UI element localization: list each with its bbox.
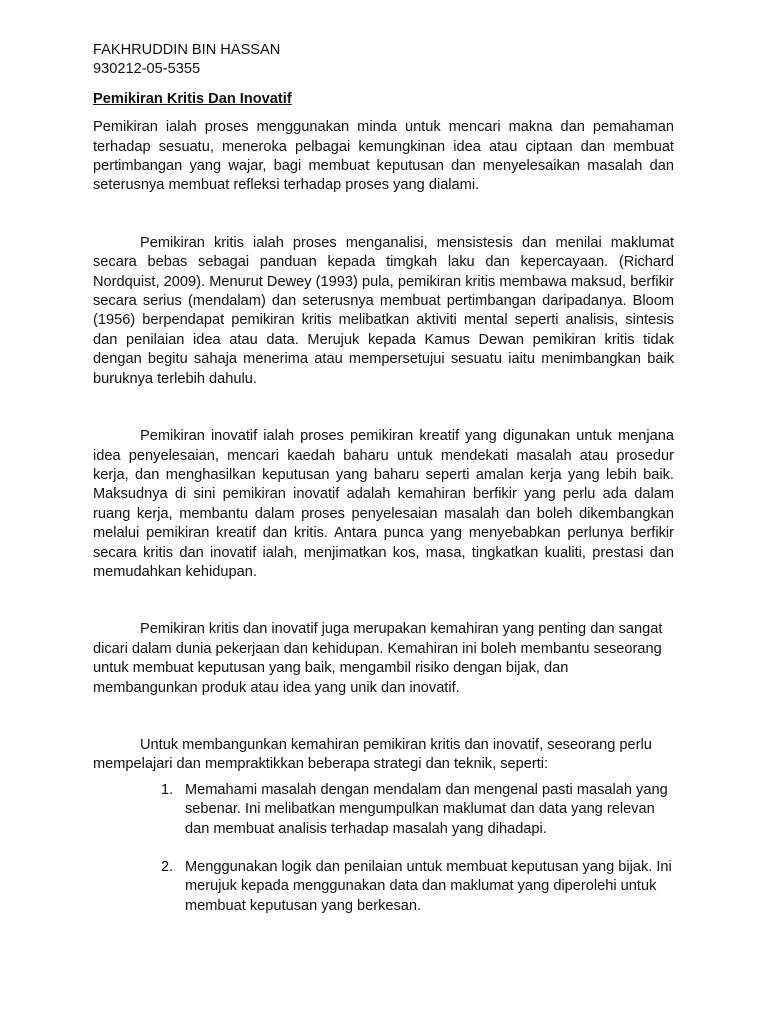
- document-body: [93, 41, 674, 916]
- paragraph-strategies: Untuk membangunkan kemahiran pemikiran kritis dan inovatif, seseorang perlu mempelajari dan mempraktikkan beberapa strategi dan teknik, seperti:: [93, 736, 652, 773]
- list-item-text: Menggunakan logik dan penilaian untuk membuat keputusan yang bijak. Ini merujuk kepada menggunakan data dan maklumat yang diperolehi untuk membuat keputusan yang berkesan.: [185, 859, 672, 914]
- author-id: 930212-05-5355: [93, 61, 201, 78]
- list-item-number: 1.: [161, 781, 174, 798]
- author-name: FAKHRUDDIN BIN HASSAN: [93, 42, 281, 58]
- paragraph-importance: Pemikiran kritis dan inovatif juga merupakan kemahiran yang penting dan sangat dicari dalam dunia pekerjaan dan kehidupan. Kemahiran ini boleh membantu seseorang untuk membuat keputusan yang baik, mengambil risiko dengan bijak, dan membangunkan produk atau idea yang unik dan inovatif.: [93, 621, 663, 696]
- document-title: Pemikiran Kritis Dan Inovatif: [93, 90, 292, 107]
- list-item-number: 2.: [161, 859, 174, 875]
- paragraph-innovative-thinking: Pemikiran inovatif ialah proses pemikiran kreatif yang digunakan untuk menjana idea penyelesaian, mencari kaedah baharu untuk mendekati masalah atau prosedur kerja, dan menghasilkan keputusan yang baharu seperti amalan kerja yang lebih baik. Maksudnya di sini pemikiran inovatif adalah kemahiran berfikir yang perlu ada dalam ruang kerja, membantu dalam proses penyelesaian masalah dan boleh dikembangkan melalui pemikiran kreatif dan kritis. Antara punca yang menyebabkan perlunya berfikir secara kritis dan inovatif ialah, menjimatkan kos, masa, tingkatkan kualiti, prestasi dan memudahkan kehidupan.: [93, 428, 674, 580]
- list-item-text: Memahami masalah dengan mendalam dan mengenal pasti masalah yang sebenar. Ini melibatkan mengumpulkan maklumat dan data yang relevan dan membuat analisis terhadap masalah yang dihadapi.: [185, 781, 668, 837]
- list-item: [93, 781, 674, 839]
- list-item: [93, 858, 674, 916]
- paragraph-intro: Pemikiran ialah proses menggunakan minda untuk mencari makna dan pemahaman terhadap sesuatu, meneroka pelbagai kemungkinan idea atau ciptaan dan membuat pertimbangan yang wajar, bagi membuat keputusan dan menyelesaikan masalah dan seterusnya membuat refleksi terhadap proses yang dialami.: [93, 119, 674, 194]
- strategy-list: [93, 781, 674, 916]
- paragraph-critical-thinking: Pemikiran kritis ialah proses menganalisi, mensistesis dan menilai maklumat secara bebas sebagai panduan kepada timgkah laku dan kepercayaan. (Richard Nordquist, 2009). Menurut Dewey (1993) pula, pemikiran kritis membawa maksud, berfikir secara serius (mendalam) dan seterusnya membuat pertimbangan daripadanya. Bloom (1956) berpendapat pemikiran kritis melibatkan aktiviti mental seperti analisis, sintesis dan penilaian idea atau data. Merujuk kepada Kamus Dewan pemikiran kritis tidak dengan begitu sahaja menerima atau mempersetujui sesuatu iaitu menimbangkan baik buruknya terlebih dahulu.: [93, 234, 674, 387]
